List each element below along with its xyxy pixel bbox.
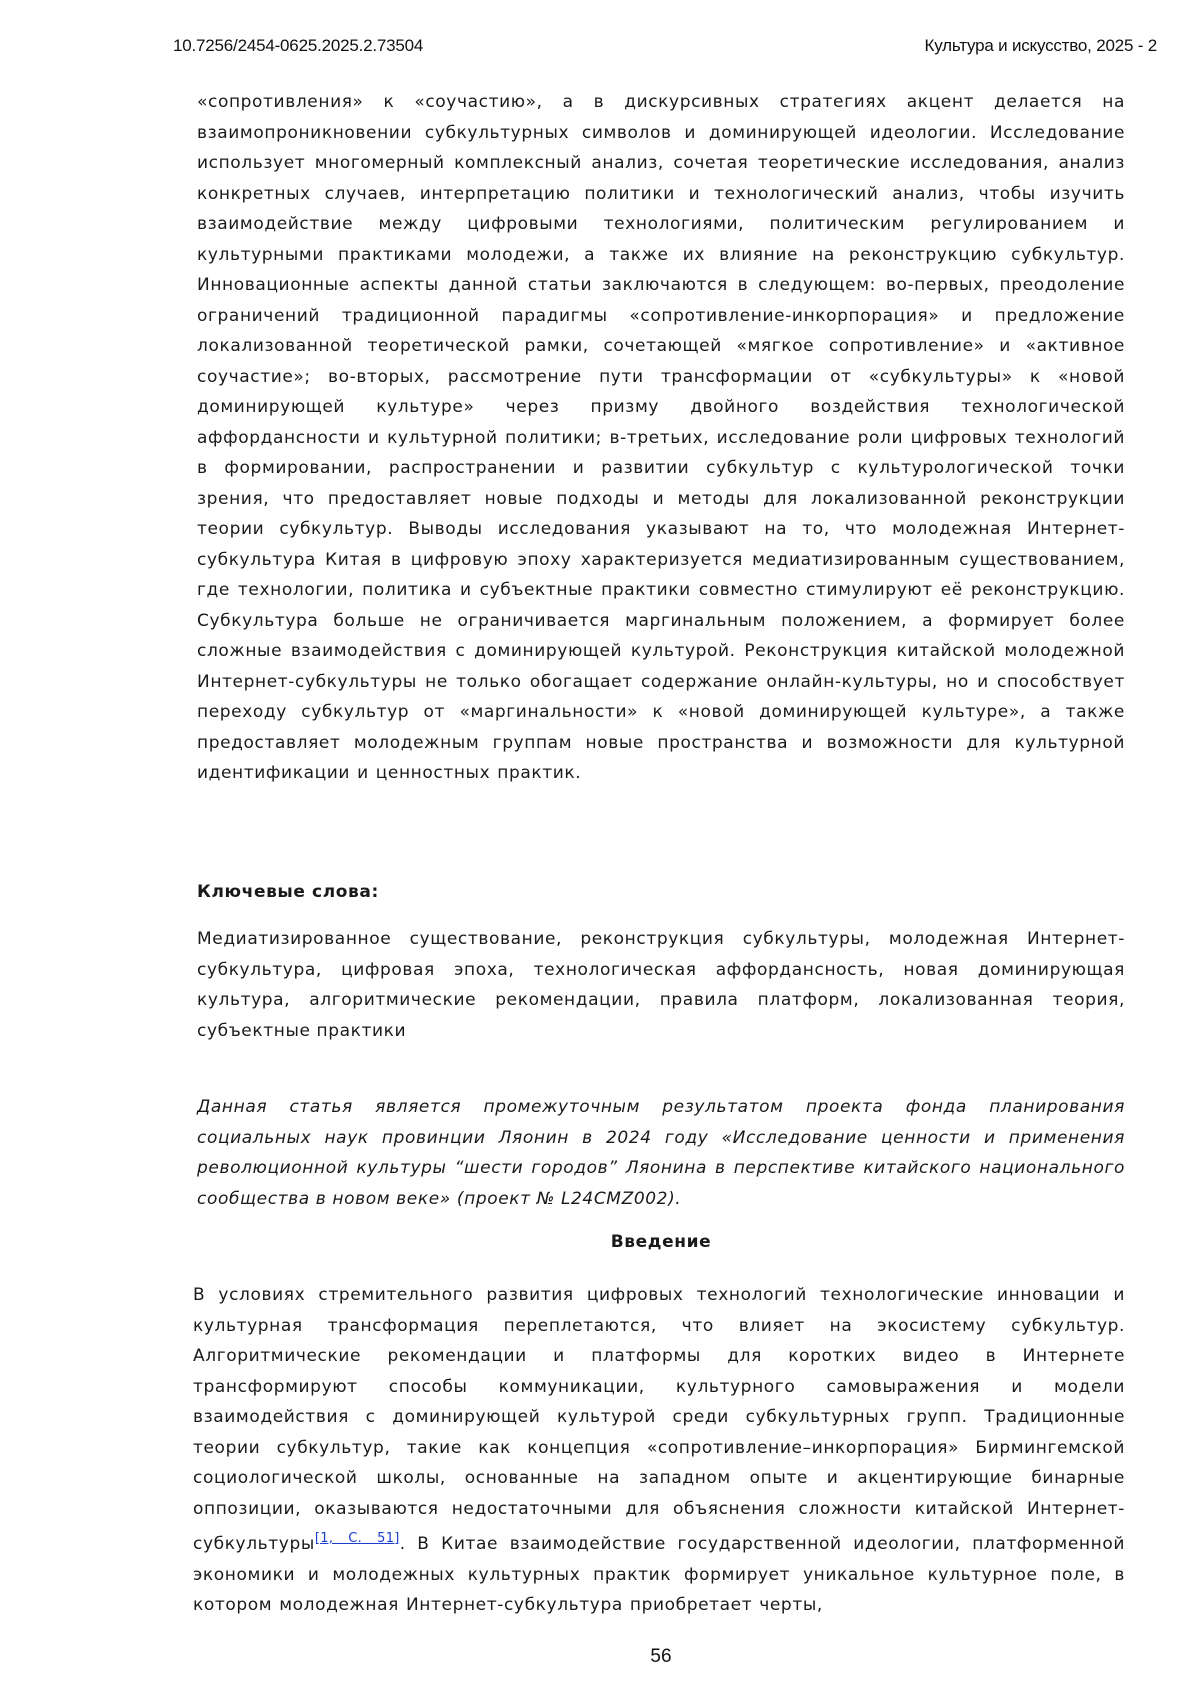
page-header-doi: 10.7256/2454-0625.2025.2.73504 bbox=[173, 36, 424, 55]
citation-link[interactable]: [1, С. 51] bbox=[314, 1531, 400, 1546]
keywords-heading: Ключевые слова: bbox=[197, 882, 379, 902]
funding-note: Данная статья является промежуточным результатом проекта фонда планирования социальных наук провинции Ляонин в 2024 году «Исследование ценности и применения революционной культуры “шести городов” Ляонина в перспективе китайского национального сообщества в новом веке» (проект № L24CMZ002). bbox=[197, 1097, 1125, 1209]
intro-text-after-citation: . В Китае взаимодействие государственной идеологии, платформенной экономики и молодежных культурных практик формирует уникальное культурное поле, в котором молодежная Интернет-субкультура приобретает черты, bbox=[193, 1534, 1125, 1615]
introduction-paragraph bbox=[193, 1280, 1125, 1621]
introduction-heading: Введение bbox=[610, 1232, 712, 1252]
keywords-text: Медиатизированное существование, реконструкция субкультуры, молодежная Интернет-субкультура, цифровая эпоха, технологическая аффордансность, новая доминирующая культура, алгоритмические рекомендации, правила платформ, локализованная теория, субъектные практики bbox=[197, 929, 1125, 1041]
page-number: 56 bbox=[650, 1646, 672, 1667]
intro-text-before-citation: В условиях стремительного развития цифровых технологий технологические инновации и культурная трансформация переплетаются, что влияет на экосистему субкультур. Алгоритмические рекомендации и платформы для коротких видео в Интернете трансформируют способы коммуникации, культурного самовыражения и модели взаимодействия с доминирующей культурой среди субкультурных групп. Традиционные теории субкультур, такие как концепция «сопротивление–инкорпорация» Бирмингемской социологической школы, основанные на западном опыте и акцентирующие бинарные оппозиции, оказываются недостаточными для объяснения сложности китайской Интернет-субкультуры bbox=[193, 1285, 1125, 1554]
abstract-paragraph: «сопротивления» к «соучастию», а в дискурсивных стратегиях акцент делается на взаимопроникновении субкультурных символов и доминирующей идеологии. Исследование использует многомерный комплексный анализ, сочетая теоретические исследования, анализ конкретных случаев, интерпретацию политики и технологический анализ, чтобы изучить взаимодействие между цифровыми технологиями, политическим регулированием и культурными практиками молодежи, а также их влияние на реконструкцию субкультур. Инновационные аспекты данной статьи заключаются в следующем: во-первых, преодоление ограничений традиционной парадигмы «сопротивление-инкорпорация» и предложение локализованной теоретической рамки, сочетающей «мягкое сопротивление» и «активное соучастие»; во-вторых, рассмотрение пути трансформации от «субкультуры» к «новой доминирующей культуре» через призму двойного воздействия технологической аффордансности и культурной политики; в-третьих, исследование роли цифровых технологий в формировании, распространении и развитии субкультур с культурологической точки зрения, что предоставляет новые подходы и методы для локализованной реконструкции теории субкультур. Выводы исследования указывают на то, что молодежная Интернет-субкультура Китая в цифровую эпоху характеризуется медиатизированным существованием, где технологии, политика и субъектные практики совместно стимулируют её реконструкцию. Субкультура больше не ограничивается маргинальным положением, а формирует более сложные взаимодействия с доминирующей культурой. Реконструкция китайской молодежной Интернет-субкультуры не только обогащает содержание онлайн-культуры, но и способствует переходу субкультур от «маргинальности» к «новой доминирующей культуре», а также предоставляет молодежным группам новые пространства и возможности для культурной идентификации и ценностных практик. bbox=[197, 92, 1125, 783]
page-header-journal: Культура и искусство, 2025 - 2 bbox=[924, 36, 1157, 55]
